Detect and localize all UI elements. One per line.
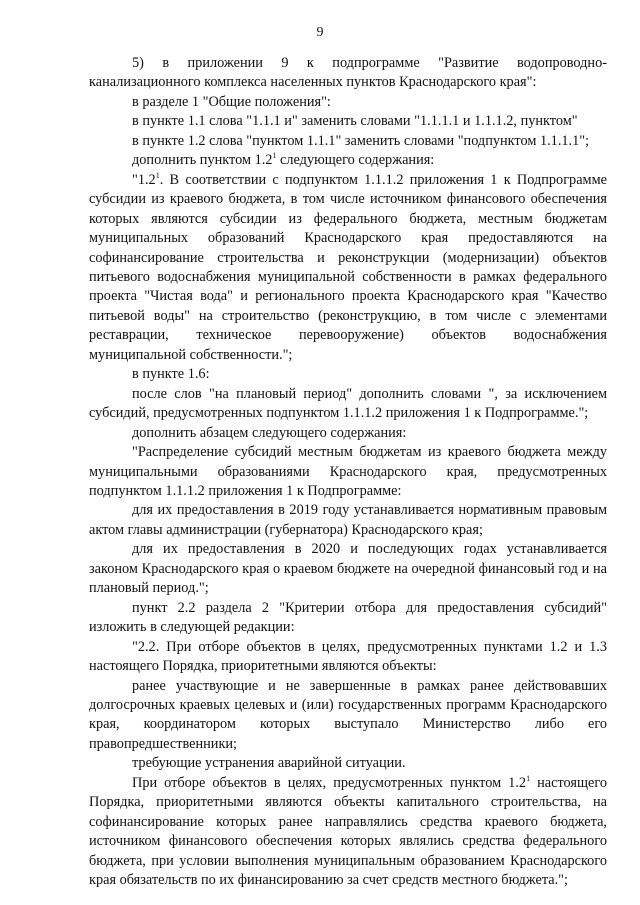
paragraph-text-tail: . В соответствии с подпунктом 1.1.1.2 приложения 1 к Подпрограмме субсидии из краевого бюджета, в том числе источником финансового обеспечения которых являются субсидии из федерального бюджета, местным бюджетам муниципальных образований Краснодарского края предоставляются на софинансирование строительства и реконструкции (модернизации) объектов питьевого водоснабжения муниципальной собственности в рамках федерального проекта "Чистая вода" и регионального проекта Краснодарского края "Качество питьевой воды" на строительство (реконструкцию, в том числе с элементами реставрации, техническое перевооружение) объектов водоснабжения муниципальной собственности."; [89,171,607,363]
paragraph-p11 [89,501,607,540]
paragraph-p01 [89,54,607,93]
paragraph-text: При отборе объектов в целях, предусмотренных пунктом 1.2 [132,774,527,791]
paragraph-text: в пункте 1.6: [132,366,210,383]
paragraph-p04 [89,132,607,151]
document-body [89,54,607,890]
paragraph-p07 [89,365,607,384]
paragraph-text: "1.2 [132,171,156,188]
superscript: 1 [526,773,531,783]
paragraph-text: требующие устранения аварийной ситуации. [132,755,406,772]
paragraph-text: после слов "на плановый период" дополнить словами ", за исключением субсидий, предусмотренных подпунктом 1.1.1.2 приложения 1 к Подпрограмме."; [89,385,607,422]
paragraph-p16 [89,754,607,773]
paragraph-text: дополнить абзацем следующего содержания: [132,424,407,441]
paragraph-p08 [89,385,607,424]
paragraph-text: пункт 2.2 раздела 2 "Критерии отбора для предоставления субсидий" изложить в следующей редакции: [89,599,607,636]
superscript: 1 [272,151,277,161]
paragraph-text: в пункте 1.1 слова "1.1.1 и" заменить словами "1.1.1.1 и 1.1.1.2, пунктом" [132,113,578,130]
paragraph-text: 5) в приложении 9 к подпрограмме "Развитие водопроводно-канализационного комплекса населенных пунктов Краснодарского края": [89,55,607,91]
paragraph-p13 [89,599,607,638]
paragraph-p17 [89,774,607,891]
paragraph-text: в разделе 1 "Общие положения": [132,93,331,110]
paragraph-p15 [89,677,607,755]
paragraph-text: в пункте 1.2 слова "пунктом 1.1.1" заменить словами "подпунктом 1.1.1.1"; [132,132,590,149]
paragraph-p12 [89,540,607,598]
paragraph-text-tail: настоящего Порядка, приоритетными являются объекты капитального строительства, на софинансирование которых ранее направлялись средства краевого бюджета, источником финансового обеспечения которых являлись средства федерального бюджета, при условии выполнения муниципальным образованием Краснодарского края обязательств по их финансированию за счет средств местного бюджета."; [89,774,607,889]
paragraph-p09 [89,424,607,443]
paragraph-text: "Распределение субсидий местным бюджетам из краевого бюджета между муниципальными образованиями Краснодарского края, предусмотренных подпунктом 1.1.1.2 приложения 1 к Подпрограмме: [89,444,607,499]
paragraph-p06 [89,171,607,366]
paragraph-text: для их предоставления в 2020 и последующих годах устанавливается законом Краснодарского края о краевом бюджете на очередной финансовый год и на плановый период."; [89,541,607,597]
paragraph-text: дополнить пунктом 1.2 [132,152,273,169]
paragraph-p03 [89,112,607,131]
paragraph-p10 [89,443,607,501]
paragraph-text: для их предоставления в 2019 году устанавливается нормативным правовым актом главы администрации (губернатора) Краснодарского края; [89,502,607,538]
paragraph-text: ранее участвующие и не завершенные в рамках ранее действовавших долгосрочных краевых целевых и (или) государственных программ Краснодарского края, координатором которых выступало Министерство либо его правопредшественники; [89,677,607,752]
paragraph-p05 [89,151,607,170]
superscript: 1 [155,170,160,180]
page-number: 9 [316,25,324,40]
paragraph-text-tail: следующего содержания: [276,152,435,169]
paragraph-p14 [89,638,607,677]
paragraph-p02 [89,93,607,112]
paragraph-text: "2.2. При отборе объектов в целях, предусмотренных пунктами 1.2 и 1.3 настоящего Порядка, приоритетными являются объекты: [89,638,607,675]
